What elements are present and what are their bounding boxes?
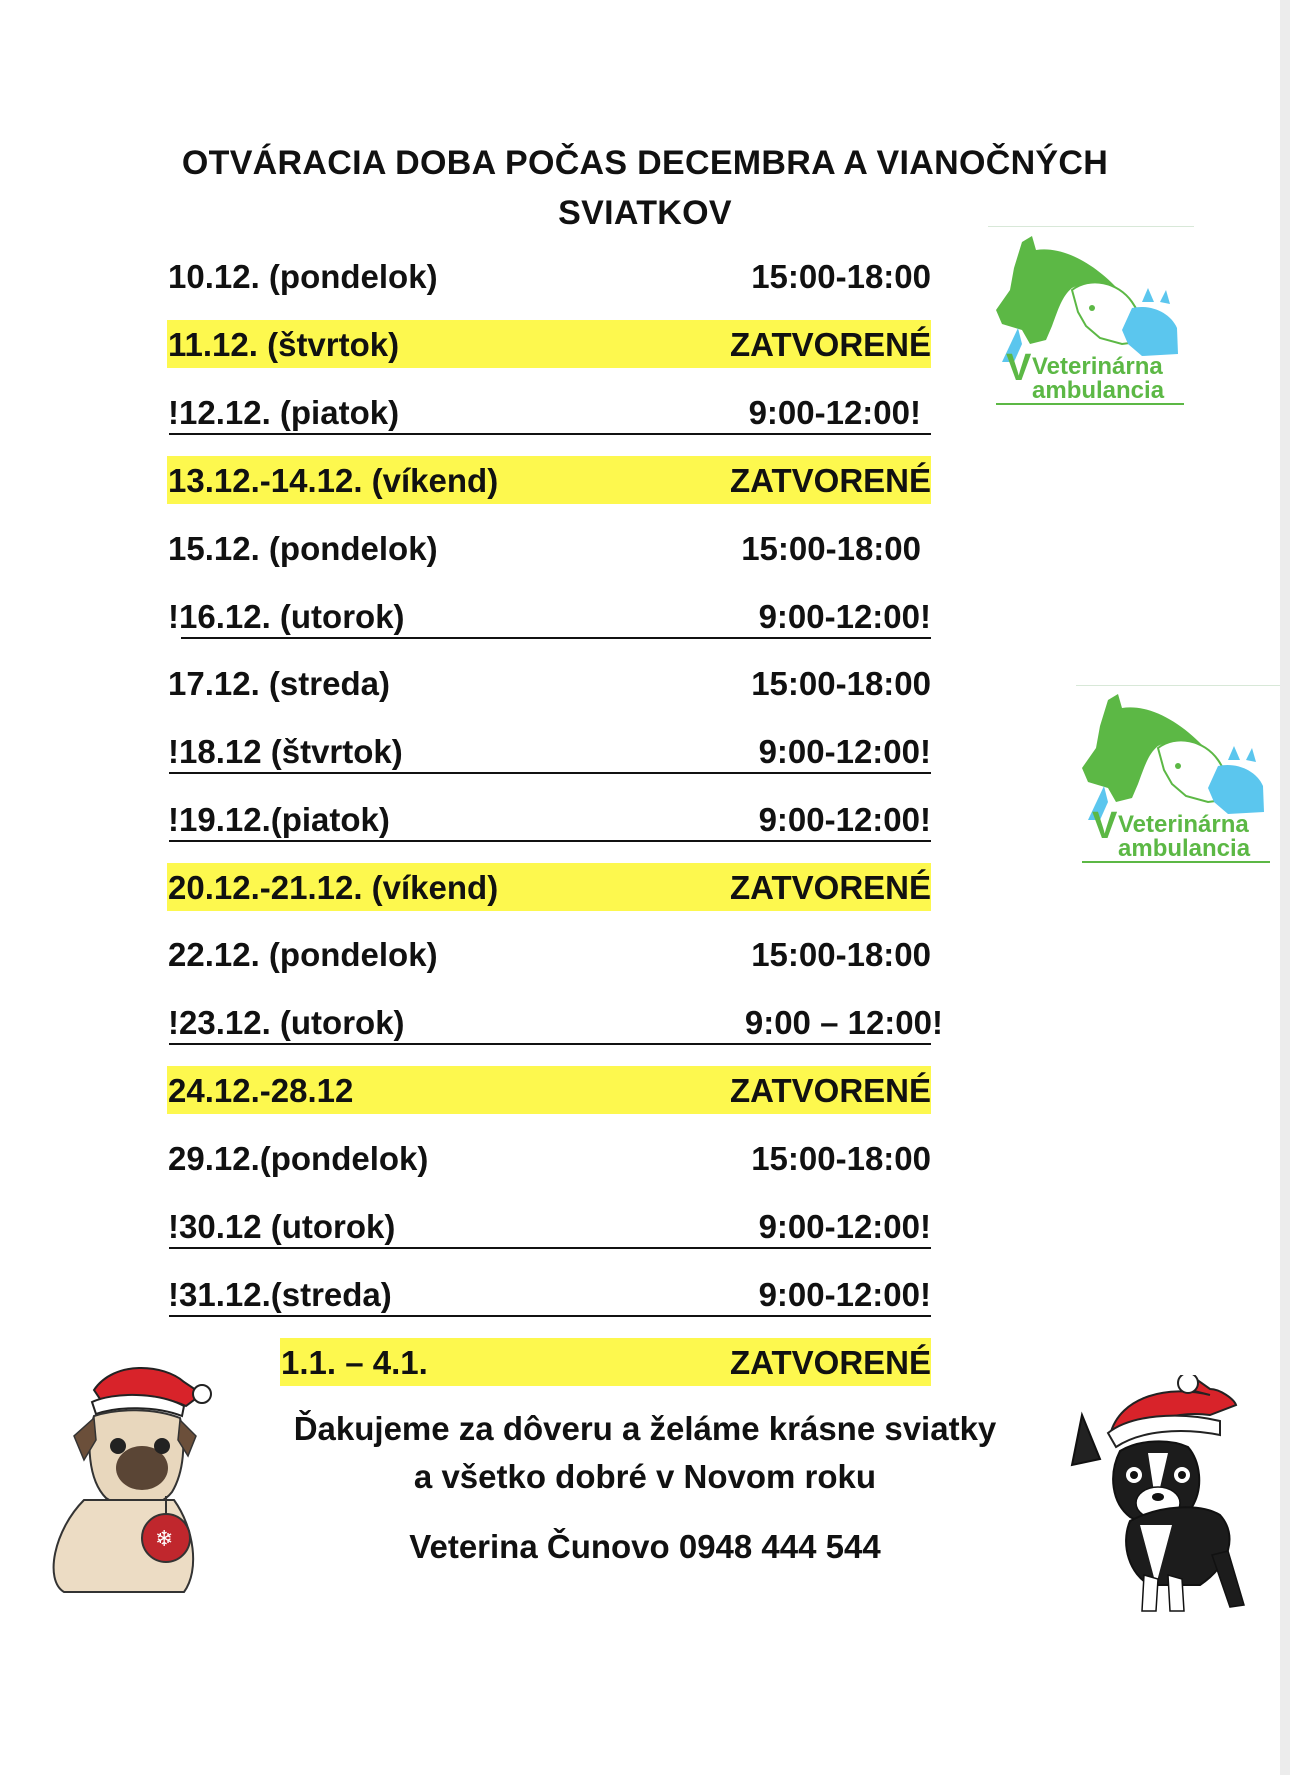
schedule-date: !19.12.(piatok) xyxy=(168,801,390,838)
row-underline xyxy=(169,1315,931,1317)
vet-logo-icon xyxy=(1078,690,1278,868)
schedule-row xyxy=(280,1338,931,1386)
schedule-row xyxy=(167,320,931,368)
schedule-row xyxy=(167,1202,931,1250)
title-line-2: SVIATKOV xyxy=(558,194,732,232)
logo-word-2: ambulancia xyxy=(1118,835,1251,862)
schedule-date: 29.12.(pondelok) xyxy=(168,1140,429,1177)
pug-santa-hat-illustration xyxy=(34,1360,214,1600)
opening-hours: 9:00-12:00! xyxy=(758,733,931,770)
opening-hours: 15:00-18:00 xyxy=(751,665,931,702)
svg-text:V: V xyxy=(1006,347,1032,389)
page-edge xyxy=(1280,0,1290,1775)
page-title xyxy=(180,138,1110,238)
logo-word-1: Veterinárna xyxy=(1118,811,1249,838)
logo-word-2: ambulancia xyxy=(1032,377,1165,404)
contact-line: Veterina Čunovo 0948 444 544 xyxy=(409,1528,881,1565)
schedule-row xyxy=(167,524,931,572)
logo-divider xyxy=(988,226,1194,227)
opening-hours: 15:00-18:00 xyxy=(751,1140,931,1177)
closed-status: ZATVORENÉ xyxy=(729,1344,931,1381)
schedule-date: 11.12. (štvrtok) xyxy=(168,326,400,363)
schedule-row xyxy=(167,795,931,843)
schedule-row xyxy=(167,1134,931,1182)
schedule-date: 13.12.-14.12. (víkend) xyxy=(168,462,499,499)
opening-hours: 9:00-12:00! xyxy=(758,801,931,838)
schedule-row xyxy=(167,1066,931,1114)
schedule-row xyxy=(167,930,931,978)
schedule-date: 17.12. (streda) xyxy=(168,665,390,702)
row-underline xyxy=(169,772,931,774)
schedule-date: 22.12. (pondelok) xyxy=(168,936,438,973)
row-underline xyxy=(181,637,931,639)
schedule-date: !12.12. (piatok) xyxy=(168,394,400,431)
schedule-date: !18.12 (štvrtok) xyxy=(168,733,403,770)
schedule-date: !23.12. (utorok) xyxy=(168,1004,405,1041)
opening-hours: 9:00 – 12:00! xyxy=(744,1004,943,1041)
logo-divider xyxy=(1076,685,1280,686)
opening-hours: 9:00-12:00! xyxy=(748,394,921,431)
closed-status: ZATVORENÉ xyxy=(729,462,931,499)
logo-word-1: Veterinárna xyxy=(1032,353,1163,380)
closed-status: ZATVORENÉ xyxy=(729,1072,931,1109)
svg-text:❄: ❄ xyxy=(155,1527,174,1552)
schedule-row xyxy=(167,1270,931,1318)
terrier-santa-hat-illustration xyxy=(1060,1375,1250,1615)
schedule-date: !31.12.(streda) xyxy=(168,1276,392,1313)
opening-hours: 9:00-12:00! xyxy=(758,598,931,635)
row-underline xyxy=(169,840,931,842)
opening-hours: 15:00-18:00 xyxy=(751,258,931,295)
schedule-row xyxy=(167,592,931,640)
row-underline xyxy=(169,1247,931,1249)
thanks-line-2: a všetko dobré v Novom roku xyxy=(413,1458,877,1495)
closed-status: ZATVORENÉ xyxy=(729,326,931,363)
opening-hours: 15:00-18:00 xyxy=(741,530,921,567)
schedule-row xyxy=(167,659,931,707)
schedule-date: 20.12.-21.12. (víkend) xyxy=(168,869,499,906)
schedule-row xyxy=(167,998,943,1046)
schedule-date: !30.12 (utorok) xyxy=(168,1208,396,1245)
schedule-date: 15.12. (pondelok) xyxy=(168,530,438,567)
opening-hours: 9:00-12:00! xyxy=(758,1208,931,1245)
opening-hours: 9:00-12:00! xyxy=(758,1276,931,1313)
opening-hours: 15:00-18:00 xyxy=(751,936,931,973)
closed-status: ZATVORENÉ xyxy=(729,869,931,906)
schedule-row xyxy=(167,252,931,300)
schedule-date: 24.12.-28.12 xyxy=(168,1072,354,1109)
svg-text:V: V xyxy=(1092,805,1118,847)
schedule-date: 1.1. – 4.1. xyxy=(281,1344,428,1381)
schedule-row xyxy=(167,727,931,775)
schedule-row xyxy=(167,456,931,504)
schedule-row xyxy=(167,863,931,911)
row-underline xyxy=(169,1043,931,1045)
schedule-date: 10.12. (pondelok) xyxy=(168,258,438,295)
vet-logo-icon xyxy=(992,232,1192,410)
thanks-line-1: Ďakujeme za dôveru a želáme krásne sviatky xyxy=(293,1410,997,1447)
row-underline xyxy=(169,433,931,435)
title-line-1: OTVÁRACIA DOBA POČAS DECEMBRA A VIANOČNÝCH xyxy=(181,144,1109,182)
schedule-row xyxy=(167,388,931,436)
schedule-date: !16.12. (utorok) xyxy=(168,598,405,635)
